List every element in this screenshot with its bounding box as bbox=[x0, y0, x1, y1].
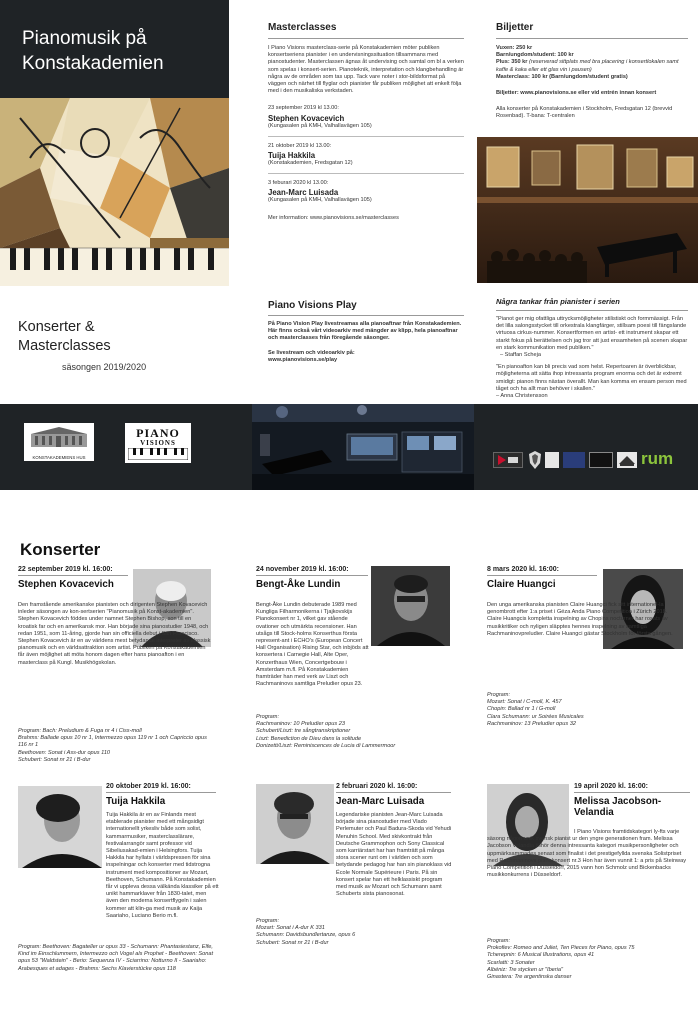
program-line: Schumann: Davidsbundlertanze, opus 6 bbox=[256, 932, 356, 939]
concert-divider bbox=[106, 792, 216, 793]
masterclass-session bbox=[268, 143, 464, 167]
program-line: Chopin: Ballad nr 1 i G-moll bbox=[487, 706, 556, 713]
program-line: Albéniz: Tre stycken ur "Iberia" bbox=[487, 966, 563, 973]
artwork-svg bbox=[0, 98, 229, 286]
play-link[interactable]: www.pianovisions.se/play bbox=[268, 356, 338, 363]
concert-artist-name: Stephen Kovacevich bbox=[18, 579, 114, 590]
program-line: Program: bbox=[256, 714, 280, 720]
program-line: Liszt: Benediction de Dieu dans la solitude bbox=[256, 735, 362, 742]
concert-divider bbox=[574, 792, 690, 793]
concert-divider bbox=[336, 792, 451, 793]
program-line: Program: bbox=[487, 692, 511, 698]
session-place: (Kungasalen på KMH, Valhallavägen 105) bbox=[268, 197, 372, 204]
tickets-online[interactable]: Biljetter: www.pianovisions.se eller vid entrén innan konsert bbox=[496, 90, 657, 97]
play-section bbox=[268, 300, 464, 364]
partner-logo-3 bbox=[545, 452, 559, 468]
subtitle-line1: Konserter & bbox=[18, 319, 95, 335]
concert-date: 20 oktober 2019 kl. 16:00: bbox=[106, 783, 191, 790]
concert-date: 8 mars 2020 kl. 16:00: bbox=[487, 566, 559, 573]
program-line: Program: Bach: Preludium & Fuga nr 4 i Ciss-moll bbox=[18, 728, 142, 734]
quote-1: "Pianot ger mig ofattliga uttrycksmöjligheter stilistiskt och formmässigt. Från det lilla salongsstycket till orkestrala klangfärger, stillsam poesi till fängslande virtuosa cirkus-nummer. Konsertformen en artist- ett instrument skapar ett starkt fokus på berättelsen och jag tror att just ensamheten på scenen skapar en stark kommunikation med publiken." bbox=[496, 316, 688, 351]
quote-2-author: – Anna Christensson bbox=[496, 393, 548, 400]
season-label: säsongen 2019/2020 bbox=[62, 362, 147, 372]
session-date: 23 september 2019 kl 13.00: bbox=[268, 105, 339, 112]
concert-program bbox=[487, 938, 687, 981]
session-date: 21 oktober 2019 kl 13.00: bbox=[268, 142, 332, 149]
program-line: Schubert/Liszt: tre sångtranskriptioner bbox=[256, 728, 351, 735]
concert-bio: Legendariske pianisten Jean-Marc Luisada började sina pianostudier med Vlado Perlemuter och Paul Badura-Skoda vid Yehudi Menuhin School. Med skivkontrakt från Deutsche Grammophon och Sony Classical som karriärstart har han framträtt på många stora scener runt om i världen och som betydande pedagog har han sin pianoklass vid École Normale Supérieure i Paris. På sin konsert spelar han ett helklassiskt program med musik av Mozart och Schumann samt Schuberts sista pianosonat. bbox=[336, 812, 452, 898]
concert-card bbox=[487, 566, 597, 590]
concert-artist-name: Claire Huangci bbox=[487, 579, 556, 590]
masterclass-session bbox=[268, 105, 464, 129]
ticket-youth: Barn/ungdom/student: 100 kr bbox=[496, 52, 574, 59]
subtitle-block bbox=[0, 286, 229, 402]
concert-artist-name: Jean-Marc Luisada bbox=[336, 796, 425, 807]
concert-artist-name: Bengt-Åke Lundin bbox=[256, 579, 341, 590]
quote-2: "En pianoafton kan bli precis vad som helst. Repertoaren är överblickbar, möjligheterna att sätta ihop intressanta program enorma och det är extremt smidigt: pianon finns nästan överallt. Man kan komma en ensam person med tåget och ha allt man behöver i skallen." bbox=[496, 364, 687, 392]
session-name: Stephen Kovacevich bbox=[268, 113, 345, 123]
konstakademien-logo bbox=[24, 423, 94, 461]
play-text: På Piano Vision Play livestreamas alla pianoaftnar från Konstakademien. Här finns också vårt videoarkiv med mängder av klipp, hela pianoaftnar och masterclasses från föregående säsonger. bbox=[268, 321, 462, 342]
masterclasses-heading: Masterclasses bbox=[268, 22, 337, 33]
concert-divider bbox=[487, 575, 597, 576]
concert-artist-name: Melissa Jacobson-Velandia bbox=[574, 796, 662, 818]
ticket-masterclass: Masterclass: 100 kr (Barn/ungdom/student gratis) bbox=[496, 73, 628, 80]
concert-date: 19 april 2020 kl. 16:00: bbox=[574, 783, 648, 790]
ticket-adult: Vuxen: 250 kr bbox=[496, 45, 533, 51]
program-line: Tcherepnin: 6 Musical Illustrations, opus 41 bbox=[487, 952, 595, 959]
play-link-label: Se livestream och videoarkiv på: bbox=[268, 349, 355, 356]
pianovisions-logo-line2: VISIONS bbox=[140, 439, 176, 447]
program-line: Mozart: Sonat i A-dur K 331 bbox=[256, 925, 325, 932]
partner-logo-5 bbox=[589, 452, 613, 468]
tickets-divider bbox=[496, 38, 688, 39]
concert-card bbox=[106, 783, 216, 807]
session-divider bbox=[268, 173, 464, 174]
program-line: Brahms: Ballade opus 10 nr 1, Intermezzo opus 119 nr 1 och Capriccio opus 116 nr 1 bbox=[18, 735, 207, 749]
concert-bio: I Piano Visions framtidskategori ly-fts varje säsong någon unik svensk pianist ur den yngre generationen fram. Melissa Jacobson Velandia tillhör denna intressanta kategori musikpersonligheter och uppmärksammades senast som finalist i det prestigefyllda svenska Solistpriset med Rachmaninovs pianokonsert nr.3 Hon har även vunnit 1: a pris på Steinway Piano Competition i Düsseldorf, 2015 vann hon Schmolz und Bickenbacks musikkonkurrens i Düsseldorf. bbox=[487, 829, 687, 879]
concert-card bbox=[574, 783, 690, 818]
program-line: Mozart: Sonat i C-moll, K. 457 bbox=[487, 699, 562, 706]
concert-bio: Tuija Hakkila är en av Finlands mest etablerade pianister med ett mångsidigt internationellt yrkesliv både som solist, kammarmusiker, masterclasslärare, festivalarrangör samt professor vid Sibeliusakad-emien i Helsingfors. Tuija Hakkila har hyllats i världspressen för sina inspelningar och konserter med tidstrogna instrument med kompositioner av Mozart, Beethoven, Schumann. På Konstakademien får vi uppleva dessa välkända klassiker på ett unikt hammarklaver från 1830-talet, men även den moderna konsertflygeln i salen kommer att klin-ga med musik av Kaija Saariaho, Luciano Berio m.fl. bbox=[106, 812, 219, 919]
ticket-plus: Plus: 350 kr bbox=[496, 59, 528, 66]
partner-logo-4 bbox=[563, 452, 585, 468]
concert-card bbox=[256, 566, 368, 590]
pianovisions-logo bbox=[125, 423, 191, 463]
concert-program bbox=[256, 918, 451, 947]
program-line: Ginastera: Tre argentinska danser bbox=[487, 974, 572, 981]
concert-bio: Bengt-Åke Lundin debuterade 1989 med Kungliga Filharmonikerna i Tjajkovskijs Pianokonsert nr 1, vilket gav stående ovationer och utmärkta recensioner. Han utsågs till Stock-holms Konserthus första represent-ant i ECHO's (European Concert Hall Organisation) Rising Star, och inbjöds att konsertera i Carnegie Hall, Alte Oper, Konzerthaus Wien, Concertgebouw i Amsterdam m.fl. På Konstakademien framträder han med verk av Liszt och Rachmaninovs samtliga Preludier opus 23. bbox=[256, 602, 369, 688]
building-icon bbox=[27, 426, 91, 448]
program-line: Prokofiev: Romeo and Juliet, Ten Pieces for Piano, opus 75 bbox=[487, 945, 635, 952]
ticket-plus-note: (reserverad sittplats med bra placering i konsertlokalen samt kaffe & kaka eller ett glas vin i pausen) bbox=[496, 59, 679, 73]
concert-date: 24 november 2019 kl. 16:00: bbox=[256, 566, 349, 573]
quote-1-author: – Staffan Scheja bbox=[500, 352, 541, 359]
partner-logo-6 bbox=[617, 452, 637, 468]
masterclass-session bbox=[268, 180, 464, 204]
program-line: Program: bbox=[487, 938, 511, 944]
masterclasses-divider bbox=[268, 38, 464, 39]
program-line: Schubert: Sonat nr 21 i B-dur bbox=[256, 939, 329, 946]
program-line: Schubert: Sonat nr 21 i B-dur bbox=[18, 756, 91, 763]
masterclasses-intro: I Piano Visions masterclass-serie på Konstakademien möter publiken konsertseriens pianister i en undervisningssituation tillsammans med pianostudenter. Masterclassen ägnas åt undervising och samtal om bl a verken som spelas i konsert-serien. Pianoteknik, interpretation och klangbehandling är några av de områden som tas upp. Tack vare noter i stor-bildsformat på väggen och närhet till flyglar och pianister får publiken möjlighet att enkelt följa med i den musikaliska verkstaden. bbox=[268, 45, 464, 95]
concert-card bbox=[336, 783, 451, 807]
session-name: Tuija Hakkila bbox=[268, 151, 316, 161]
concert-divider bbox=[256, 575, 368, 576]
quotes-divider bbox=[496, 310, 688, 311]
play-divider bbox=[268, 315, 464, 316]
main-title-line2: Konstakademien bbox=[22, 53, 164, 74]
program-line: Rachmaninov: 10 Preludier opus 23 bbox=[256, 721, 345, 728]
masterclasses-section bbox=[268, 22, 464, 222]
studio-photo bbox=[252, 404, 474, 490]
subtitle-line2: Masterclasses bbox=[18, 338, 111, 354]
tickets-section bbox=[496, 22, 688, 121]
concert-program bbox=[18, 728, 211, 764]
program-line: Clara Schumann: ur Soirées Musicales bbox=[487, 713, 584, 720]
session-place: (Konstakademien, Fredsgatan 12) bbox=[268, 160, 353, 167]
concert-bio: Den unga amerikanska pianisten Claire Huangci fick sitt internationel-la genombrott efter 1:a priset i Géza Anda Piano Competition i Zürich 2018. Claire Huangcis kompletta inspelning av Chopins nocturner har rosats av musikkritiker och nyligen släpptes hennes inspelning av samtliga Rachmaninovpreludier. Claire Huangci gästar Stockholm för första gången. bbox=[487, 602, 673, 637]
session-date: 3 feburari 2020 kl 13.00: bbox=[268, 180, 329, 187]
konstakademien-logo-text: KONSTAKADEMIENS HUS bbox=[32, 455, 86, 460]
concert-artist-name: Tuija Hakkila bbox=[106, 796, 166, 807]
pianovisions-logo-line1: PIANO bbox=[136, 426, 180, 440]
quotes-section bbox=[496, 297, 688, 400]
venue-location: Alla konserter på Konstakademien i Stockholm, Fredsgatan 12 (brevvid Rosenbad). T-bana: T-centralen bbox=[496, 106, 673, 120]
session-divider bbox=[268, 136, 464, 137]
partner-logo-crest bbox=[528, 450, 542, 470]
program-line: Beethoven: Sonat i Ass-dur opus 110 bbox=[18, 749, 111, 756]
concert-bio: Den framstående amerikanske pianisten och dirigenten Stephen Kovacevich inleder säsongen av kon-sertserien "Pianomusik på Konst-akademien". Stephen Kovacevich föddes under namnet Stephen Bishop, son till en kroatisk far och en amerikansk mor. Han började sina pianostudier 1948, och redan 1951, som 11-åring, gjorde han sin officiella debut i San Francisco. Stephen Kovacevich är en av världens mest betydande interpreter av klassisk pianomusik och en världsattraktion som artist. Publiken på Konstakademien får även möjlighet att möta honom dagen efter hans pianoafton i en masterclass på Kungl. Musikhögskolan. bbox=[18, 602, 211, 666]
concert-card bbox=[18, 566, 128, 590]
concert-program bbox=[487, 692, 683, 728]
partner-logo-1 bbox=[493, 452, 523, 468]
program-line: Rachmaninov: 13 Preludier opus 32 bbox=[487, 720, 576, 727]
concert-divider bbox=[18, 575, 128, 576]
quotes-heading: Några tankar från pianister i serien bbox=[496, 297, 620, 306]
program-line: Donizetti/Liszt: Reminiscences de Lucia di Lammermoor bbox=[256, 742, 396, 749]
program-line: Scarlatti: 3 Sonater bbox=[487, 959, 535, 966]
rum-logo: rum bbox=[641, 449, 674, 468]
concert-date: 2 februari 2020 kl. 16:00: bbox=[336, 783, 418, 790]
tickets-heading: Biljetter bbox=[496, 22, 534, 33]
masterclasses-more-info[interactable]: Mer information: www.pianovisions.se/masterclasses bbox=[268, 214, 399, 221]
artist-photo-hakkila bbox=[18, 786, 102, 868]
concerts-heading: Konserter bbox=[20, 540, 101, 559]
concert-hall-photo bbox=[477, 137, 698, 283]
program-line: Program: bbox=[256, 918, 280, 924]
main-title-line1: Pianomusik på bbox=[22, 28, 147, 49]
session-name: Jean-Marc Luisada bbox=[268, 188, 339, 198]
artist-photo-luisada bbox=[256, 784, 334, 864]
session-place: (Kungasalen på KMH, Valhallavägen 105) bbox=[268, 122, 372, 129]
piano-keys-icon bbox=[128, 448, 188, 460]
play-heading: Piano Visions Play bbox=[268, 300, 357, 311]
cubist-piano-artwork bbox=[0, 98, 229, 286]
concert-program bbox=[256, 714, 451, 750]
concert-date: 22 september 2019 kl. 16:00: bbox=[18, 566, 113, 573]
concert-program: Program: Beethoven: Bagateller ur opus 33 - Schumann: Phantasiestanz, Elfe, Kind im Einschlummern, Intermezzo och Vogel als Prophet - Beethoven: Sonat opus 53 "Waldstein" - Berio: Sequenza IV - Sciarrino: Notturno II - Saariaho: Arabesques et adages - Brahms: Sechs Klavierstücke opus 118 bbox=[18, 944, 214, 972]
title-block bbox=[0, 0, 229, 98]
artist-photo-lundin bbox=[371, 566, 450, 646]
